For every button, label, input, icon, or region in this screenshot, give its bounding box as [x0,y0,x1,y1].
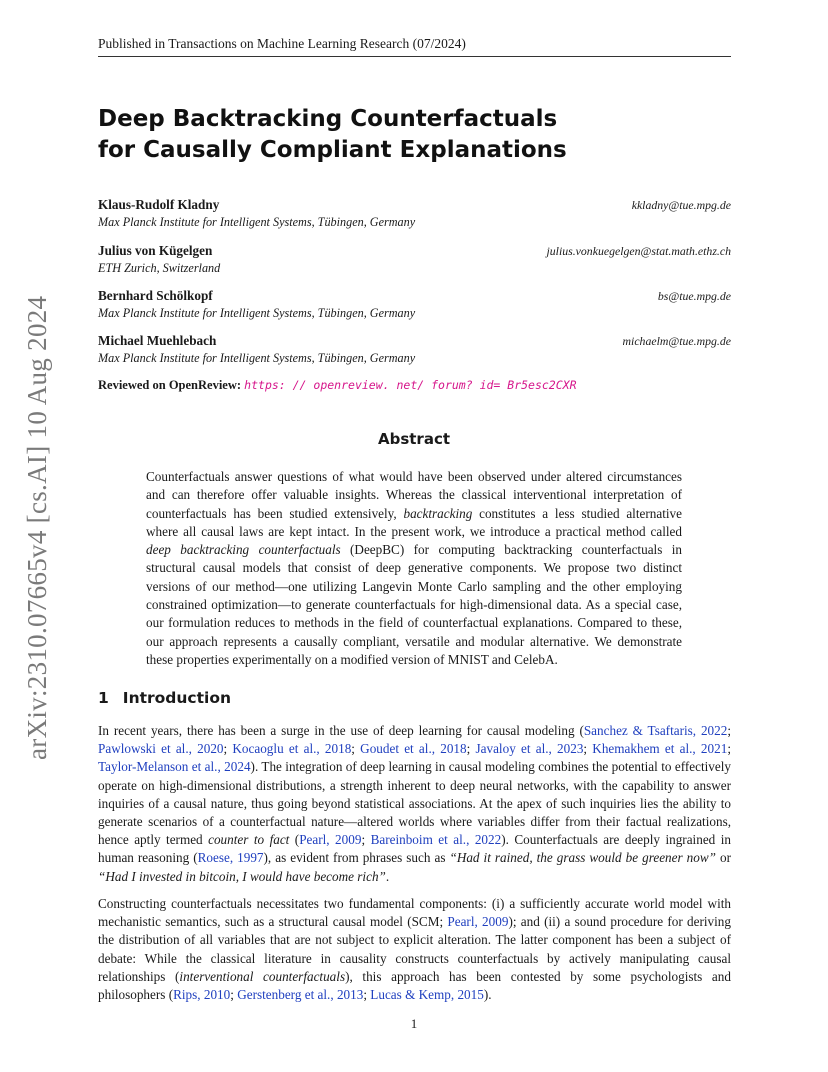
text-segment: ). [483,987,492,1003]
intro-paragraph-1: In recent years, there has been a surge in the use of deep learning for causal modeling (Sanchez & Tsaftaris, 2022; Pawlowski et al., 2020; Kocaoglu et al., 2018; Goudet et al., 2018; Javaloy et al., 2023; Khemakhem et al., 2021; Taylor-Melanson et al., 2024). The integration of deep learning in causal modeling combines the potential to effectively operate on high-dimensional distributions, a strength inherent to deep neural networks, with the capability to answer inquiries of a causal nature, thus going beyond statistical associations. At the apex of such inquiries lies the ability to generate scenarios of a counterfactual nature—altered worlds where variables differ from their factual realizations, hence aptly termed counter to fact (Pearl, 2009; Bareinboim et al., 2022). Counterfactuals are deeply ingrained in human reasoning (Roese, 1997), as evident from phrases such as “Had it rained, the grass would be greener now” or “Had I invested in bitcoin, I would have become rich”. [98,723,731,884]
citation-link[interactable]: Taylor-Melanson et al., 2024 [98,759,251,775]
abstract-segment: (DeepBC) for computing backtracking counterfactuals in structural causal models that consist of deep generative components. We propose two distinct versions of our method—one utilizing Langevin Monte Carlo sampling and the other employing constrained optimization—to generate counterfactuals for high-dimensional data. As a special case, our formulation reduces to methods in the field of counterfactual explanations. Compared to these, our approach represents a causally compliant, versatile and modular alternative. We demonstrate these properties experimentally on a modified version of MNIST and CelebA. [146,542,683,667]
text-segment: ); and (ii) a sound procedure for deriving the distribution of all variables that are not subject to explicit alteration. The latter component has been a subject of debate: While the classical literature in causality constructs counterfactuals by actively manipulating causal relationships ( [98,914,731,984]
citation-link[interactable]: Roese, 1997 [197,850,264,866]
citation-link[interactable]: Javaloy et al., 2023 [475,741,584,757]
abstract-heading: Abstract [377,430,451,448]
abstract-emphasis: backtracking [403,505,473,521]
author-affiliation: Max Planck Institute for Intelligent Systems, Tübingen, Germany [98,351,416,365]
citation-link[interactable]: Pearl, 2009 [299,832,362,848]
citation-link[interactable]: Pearl, 2009 [447,914,509,930]
text-segment: or [715,850,731,866]
citation-link[interactable]: Goudet et al., 2018 [360,741,467,757]
title-line-2: for Causally Compliant Explanations [98,137,567,163]
author-name: Michael Muehlebach [98,333,217,348]
text-segment: . [385,868,390,884]
author-affiliation: Max Planck Institute for Intelligent Systems, Tübingen, Germany [98,306,416,320]
author-block [98,288,731,321]
openreview-link[interactable]: https: // openreview. net/ forum? id= Br5esc2CXR [244,378,577,392]
emphasis: interventional counterfactuals [179,968,346,984]
text-segment: ), as evident from phrases such as [263,850,450,866]
text-segment: ). Counterfactuals are deeply ingrained in human reasoning ( [98,832,731,866]
section-title: Introduction [122,689,232,707]
abstract-emphasis: deep backtracking counterfactuals [146,542,341,558]
review-note [98,378,577,393]
paper-title [98,104,567,166]
author-email[interactable]: michaelm@tue.mpg.de [622,334,731,348]
text-segment: ), this approach has been contested by some psychologists and philosophers ( [98,968,731,1003]
author-name: Bernhard Schölkopf [98,288,213,303]
citation-link[interactable]: Khemakhem et al., 2021 [592,741,728,757]
abstract-text [146,468,682,669]
quote: “Had it rained, the grass would be greener now” [449,850,716,866]
abstract-segment: constitutes a less studied alternative where all causal laws are kept intact. In the present work, we introduce a practical method called [146,505,682,539]
quote: “Had I invested in bitcoin, I would have become rich” [98,868,386,884]
citation-link[interactable]: Gerstenberg et al., 2013 [237,987,364,1003]
arxiv-identifier: arXiv:2310.07665v4 [cs.AI] 10 Aug 2024 [22,295,52,760]
intro-paragraph-2: Constructing counterfactuals necessitates two fundamental components: (i) a sufficiently accurate world model with mechanistic semantics, such as a structural causal model (SCM; Pearl, 2009); and (ii) a sound procedure for deriving the distribution of all variables that are not subject to explicit alteration. The latter component has been a subject of debate: While the classical literature in causality constructs counterfactuals by actively manipulating causal relationships (interventional counterfactuals), this approach has been contested by some psychologists and philosophers (Rips, 2010; Gerstenberg et al., 2013; Lucas & Kemp, 2015). [98,896,731,1003]
author-email[interactable]: bs@tue.mpg.de [657,289,731,303]
text-segment: In recent years, there has been a surge in the use of deep learning for causal modeling ( [98,723,584,738]
citation-link[interactable]: Kocaoglu et al., 2018 [232,741,352,757]
citation-link[interactable]: Pawlowski et al., 2020 [98,741,224,757]
abstract-segment: Counterfactuals answer questions of what would have been observed under altered circumstances and can therefore offer valuable insights. Whereas the classical interventional interpretation of counterfactuals has been studied extensively, [146,469,682,521]
running-header: Published in Transactions on Machine Learning Research (07/2024) [98,36,731,57]
author-email[interactable]: kkladny@tue.mpg.de [631,198,731,212]
title-line-1: Deep Backtracking Counterfactuals [98,106,558,132]
section-number: 1 [98,689,109,707]
author-email[interactable]: julius.vonkuegelgen@stat.math.ethz.ch [546,244,731,258]
author-block [98,197,731,230]
citation-link[interactable]: Lucas & Kemp, 2015 [370,987,484,1003]
citation-link[interactable]: Sanchez & Tsaftaris, 2022 [583,723,728,738]
text-segment: Constructing counterfactuals necessitates two fundamental components: (i) a sufficiently accurate world model with mechanistic semantics, such as a structural causal model (SCM; [98,896,731,930]
author-block [98,243,731,276]
text-segment: ). The integration of deep learning in causal modeling combines the potential to effectively operate on high-dimensional distributions, a strength inherent to deep neural networks, with the capability to answer inquiries of a causal nature, thus going beyond statistical associations. At the apex of such inquiries lies the ability to generate scenarios of a counterfactual nature—altered worlds where variables differ from their factual realizations, hence aptly termed [98,759,731,848]
author-name: Julius von Kügelgen [98,243,213,258]
section-heading [98,689,231,707]
author-affiliation: Max Planck Institute for Intelligent Systems, Tübingen, Germany [98,215,416,229]
author-name: Klaus-Rudolf Kladny [98,197,220,212]
citation-link[interactable]: Rips, 2010 [173,987,231,1003]
author-affiliation: ETH Zurich, Switzerland [98,261,221,275]
emphasis: counter to fact [208,832,290,848]
page-number: 1 [410,1016,418,1031]
author-block [98,333,731,366]
review-label: Reviewed on OpenReview: [98,378,242,392]
citation-link[interactable]: Bareinboim et al., 2022 [370,832,502,848]
